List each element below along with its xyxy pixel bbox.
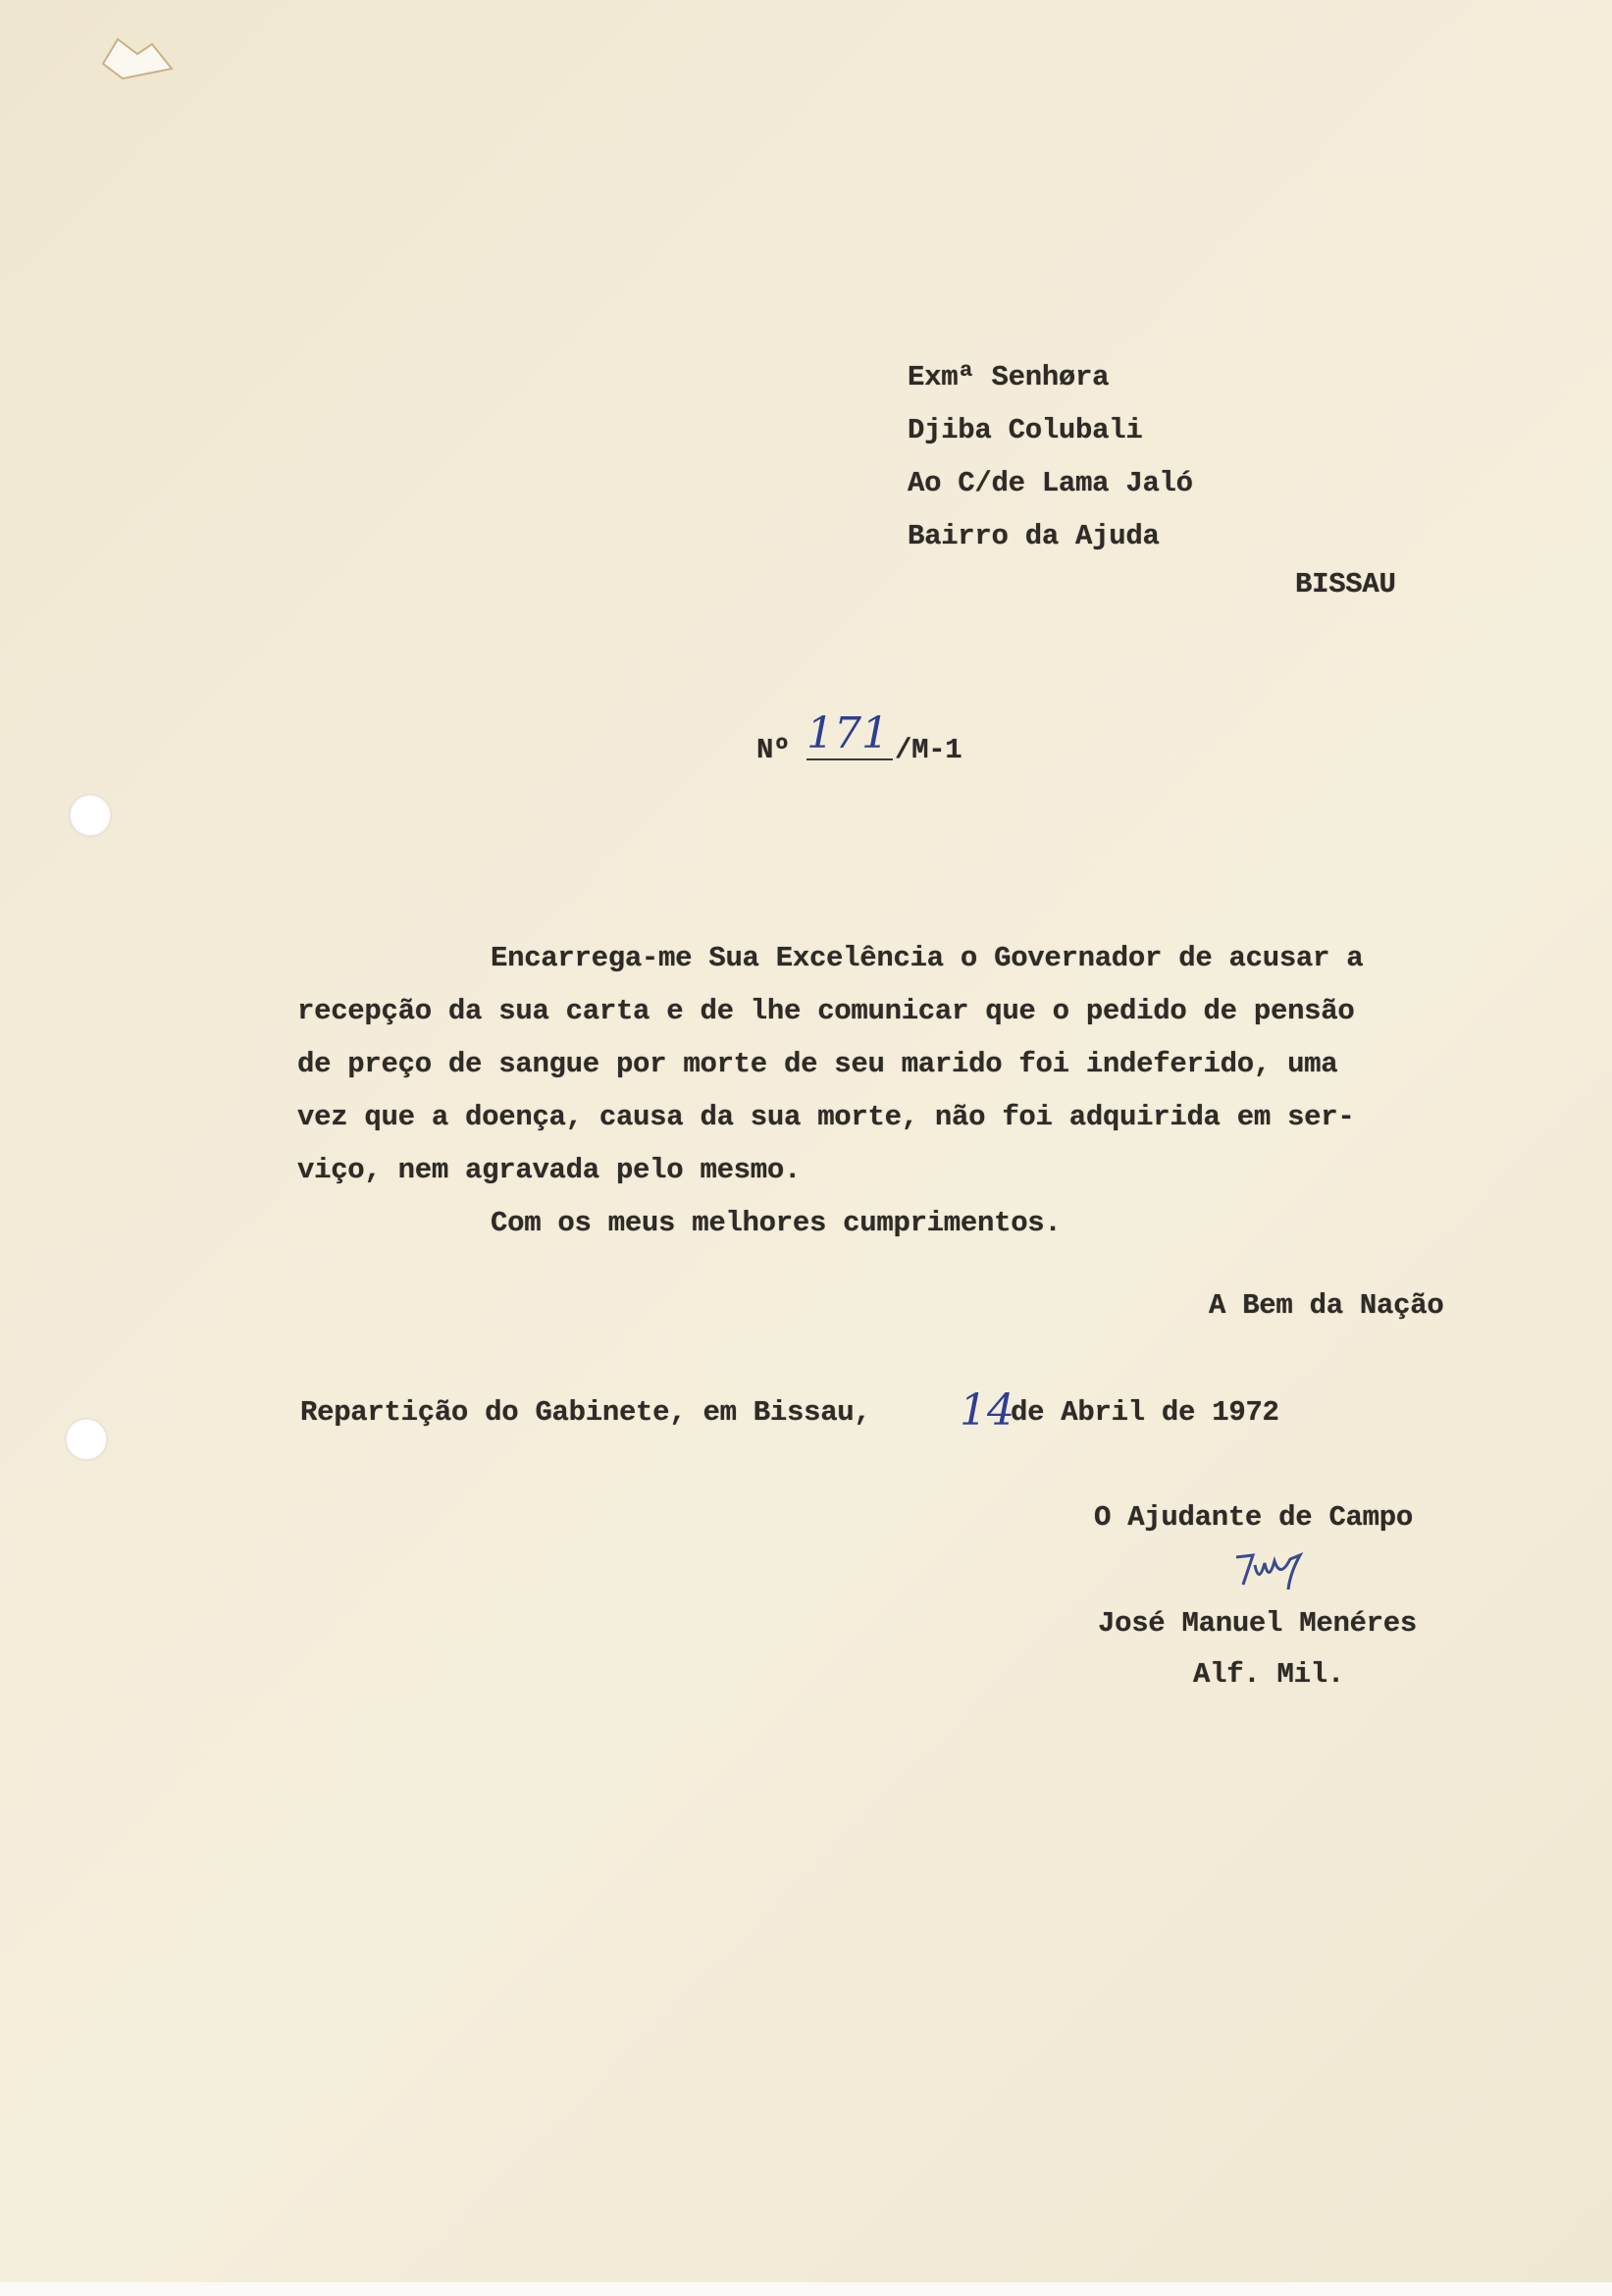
- reference-prefix: Nº: [756, 734, 791, 766]
- signatory-title: O Ajudante de Campo: [1094, 1501, 1413, 1534]
- signatory-rank: Alf. Mil.: [1193, 1658, 1344, 1691]
- body-line: recepção da sua carta e de lhe comunicar que o pedido de pensão: [297, 995, 1355, 1027]
- punch-hole: [65, 1418, 108, 1461]
- torn-corner: [93, 25, 191, 83]
- signatory-name: José Manuel Menéres: [1098, 1607, 1417, 1640]
- reference-suffix: /M-1: [895, 734, 962, 766]
- reference-handwritten-number: 171: [806, 708, 893, 760]
- motto: A Bem da Nação: [1209, 1289, 1444, 1322]
- recipient-line: Ao C/de Lama Jaló: [908, 467, 1193, 499]
- date-month-year: de Abril de 1972: [1011, 1396, 1279, 1429]
- date-day-handwritten: 14: [960, 1385, 1014, 1435]
- recipient-line: Djiba Colubali: [908, 414, 1143, 446]
- body-line: vez que a doença, causa da sua morte, não foi adquirida em ser-: [297, 1101, 1355, 1133]
- date-place: Repartição do Gabinete, em Bissau,: [300, 1396, 871, 1429]
- recipient-line: Bairro da Ajuda: [908, 520, 1160, 552]
- page-edge: [0, 2282, 1612, 2296]
- recipient-city: BISSAU: [1295, 568, 1396, 600]
- body-line: viço, nem agravada pelo mesmo.: [297, 1154, 802, 1186]
- recipient-line: Exmª Senhøra: [908, 361, 1110, 393]
- handwritten-signature: [1231, 1545, 1320, 1594]
- punch-hole: [69, 794, 112, 837]
- body-line: de preço de sangue por morte de seu marido foi indeferido, uma: [297, 1048, 1338, 1080]
- body-line: Encarrega-me Sua Excelência o Governador de acusar a: [491, 942, 1364, 974]
- closing: Com os meus melhores cumprimentos.: [491, 1207, 1062, 1239]
